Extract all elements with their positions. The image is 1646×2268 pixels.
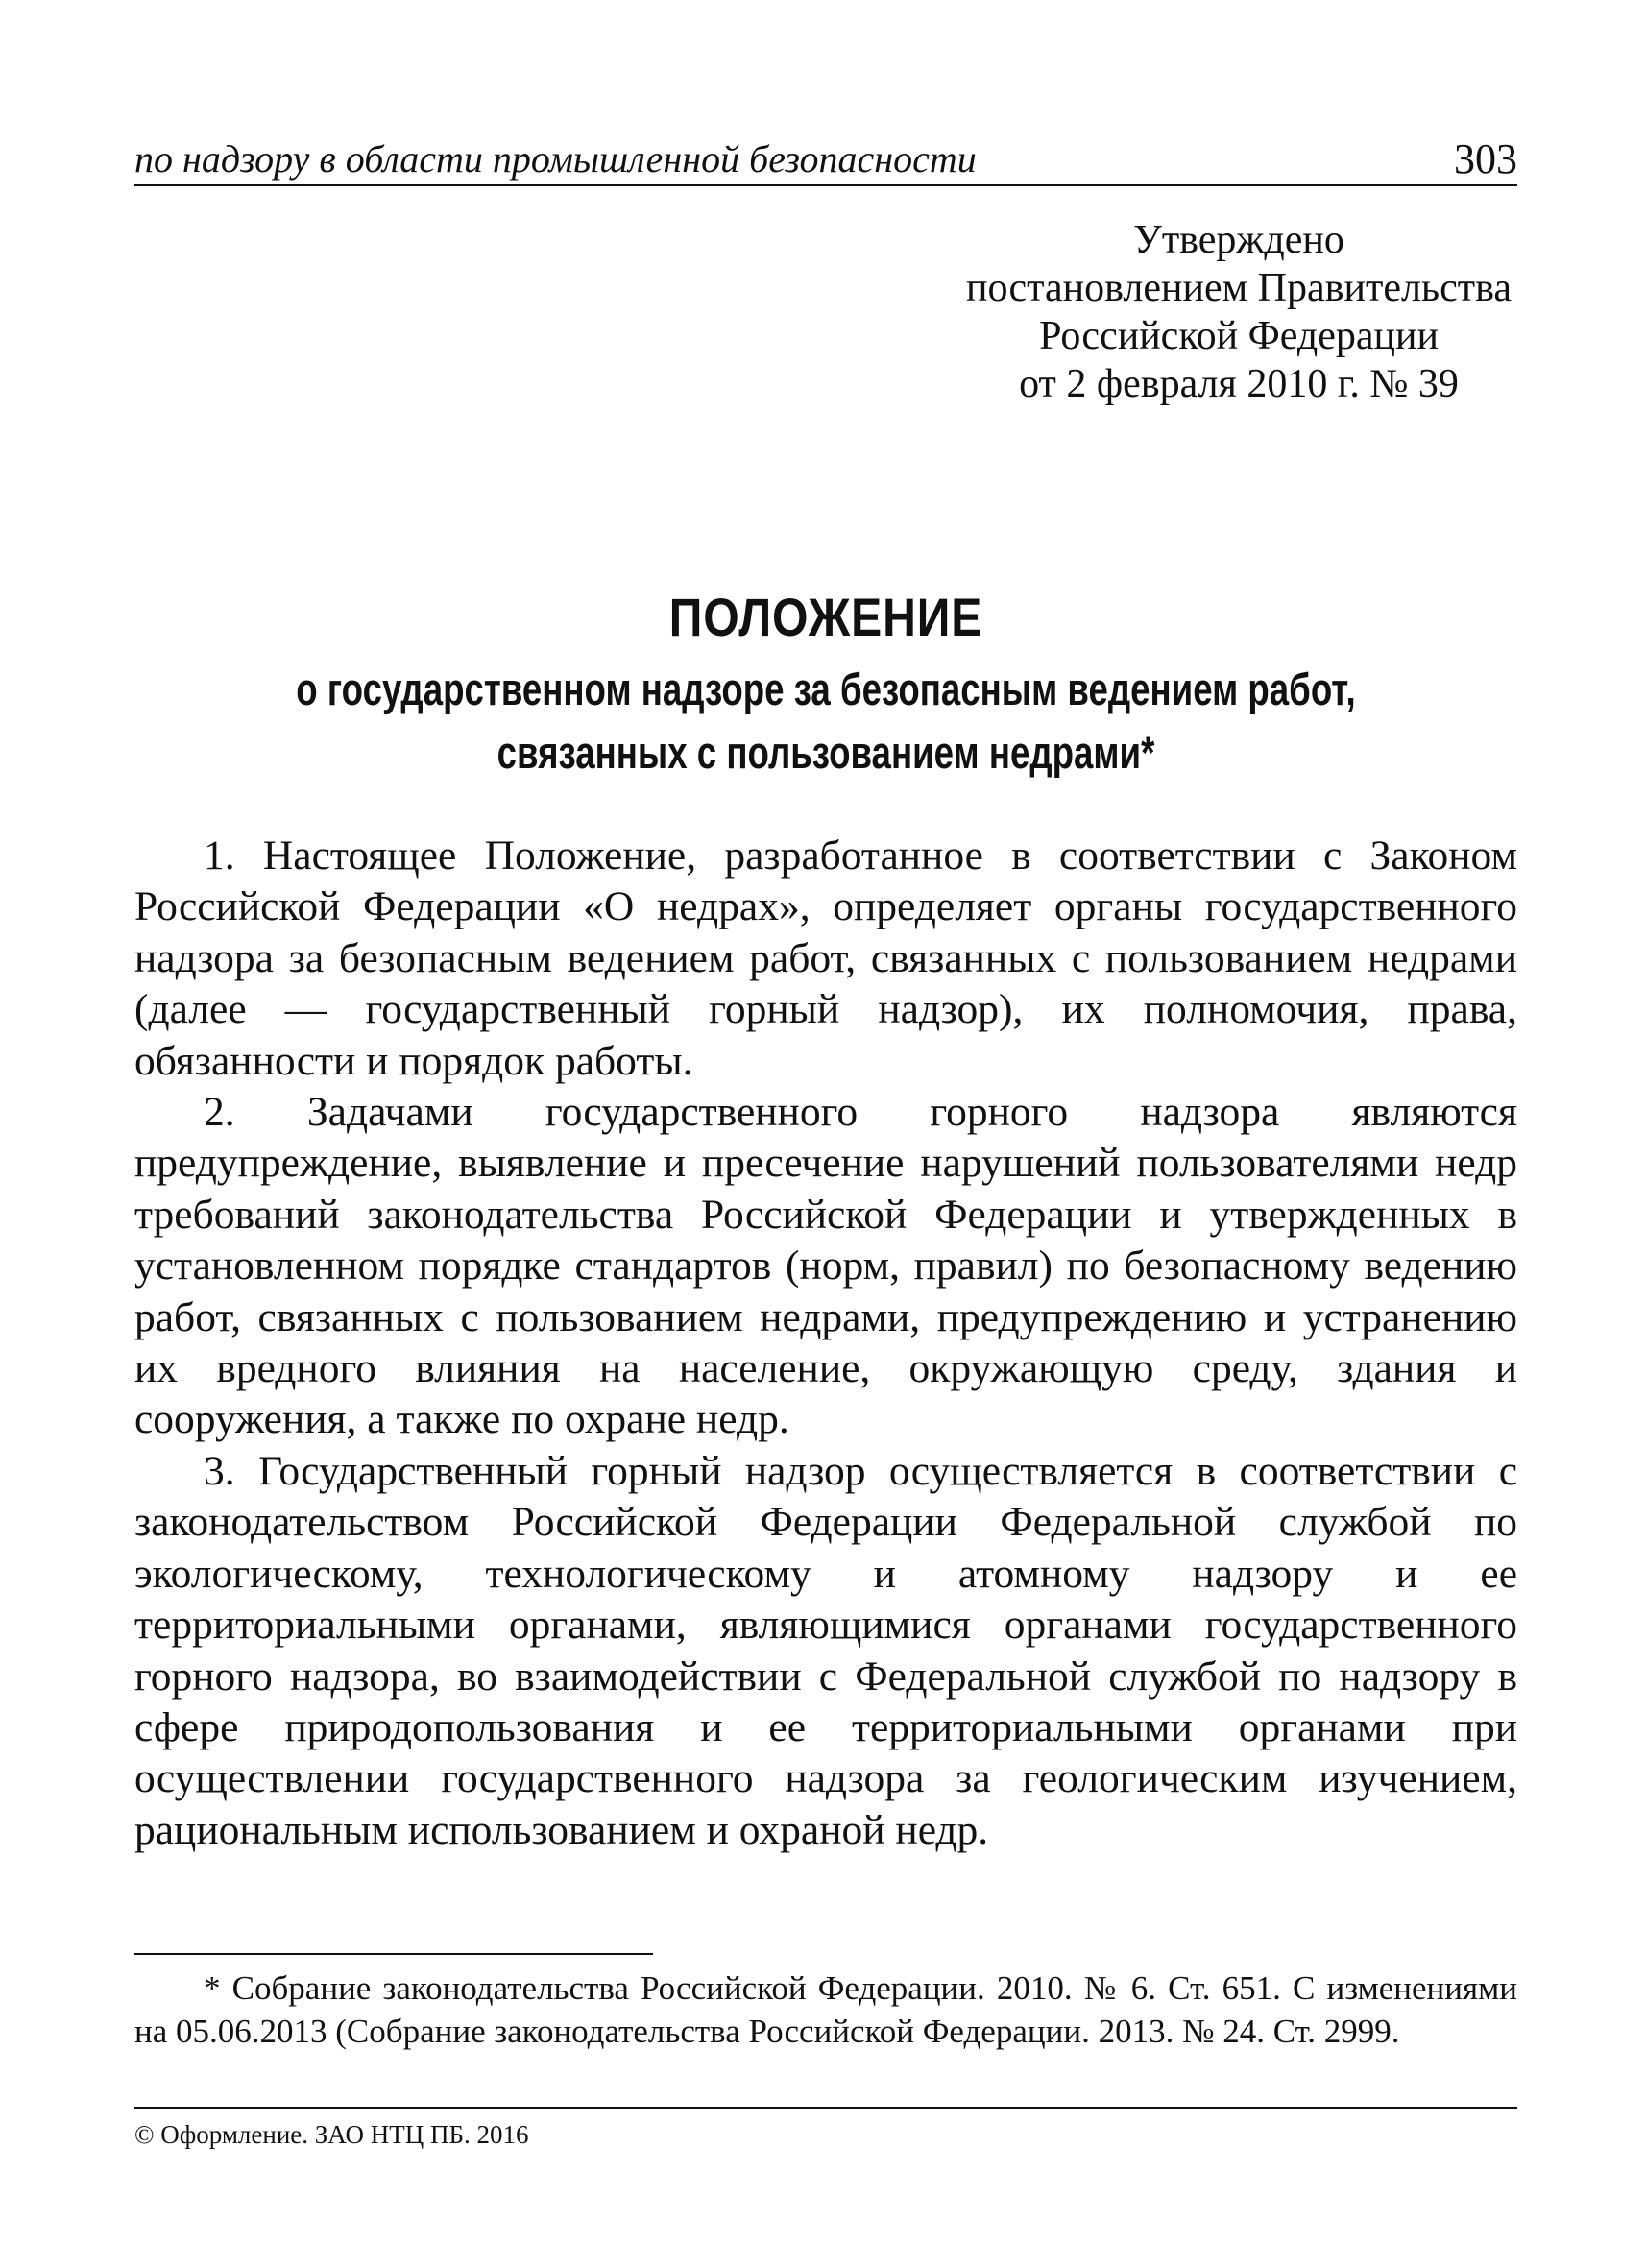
paragraph-3: 3. Государственный горный надзор осуществляется в соответствии с законодательством Российской Федерации Федеральной службой по экологическому, технологическому и атомному надзору и ее территориальными органами, являющимися органами государственного горного надзора, во взаимодействии с Федеральной службой по надзору в сфере природопользования и ее территориальными органами при осуществлении государственного надзора за геологическим изучением, рациональным использованием и охраной недр. (134, 1447, 1517, 1853)
document-page (134, 125, 1517, 2180)
footer-divider (134, 2107, 1517, 2109)
footnote-divider (134, 1953, 653, 1955)
footnote: * Собрание законодательства Российской Федерации. 2010. № 6. Ст. 651. С изменениями на 05.06.2013 (Собрание законодательства Российской Федерации. 2013. № 24. Ст. 2999. (134, 1969, 1517, 2050)
approval-line: от 2 февраля 2010 г. № 39 (1019, 362, 1459, 406)
document-subtitle (286, 658, 1365, 784)
document-title: ПОЛОЖЕНИЕ (668, 587, 983, 647)
page-number: 303 (1454, 135, 1517, 182)
paragraph-1: 1. Настоящее Положение, разработанное в соответствии с Законом Российской Федерации «О недрах», определяет органы государственного надзора за безопасным ведением работ, связанных с пользованием недрами (далее — государственный горный надзор), их полномочия, права, обязанности и порядок работы. (134, 832, 1517, 1084)
approval-block (932, 216, 1546, 408)
copyright-notice: © Оформление. ЗАО НТЦ ПБ. 2016 (134, 2120, 529, 2149)
running-header (134, 125, 1517, 186)
approval-line: Российской Федерации (1039, 314, 1439, 358)
document-body (134, 831, 1517, 1856)
subtitle-line: связанных с пользованием недрами* (496, 727, 1155, 778)
approval-line: постановлением Правительства (965, 266, 1512, 310)
approval-line: Утверждено (1133, 218, 1344, 262)
paragraph-2: 2. Задачами государственного горного надзора являются предупреждение, выявление и пресечение нарушений пользователями недр требований законодательства Российской Федерации и утвержденных в установленном порядке стандартов (норм, правил) по безопасному ведению работ, связанных с пользованием недрами, предупреждению и устранению их вредного влияния на население, окружающую среду, здания и сооружения, а также по охране недр. (134, 1089, 1517, 1443)
running-title: по надзору в области промышленной безопасности (134, 137, 977, 181)
subtitle-line: о государственном надзоре за безопасным ведением работ, (296, 664, 1356, 714)
